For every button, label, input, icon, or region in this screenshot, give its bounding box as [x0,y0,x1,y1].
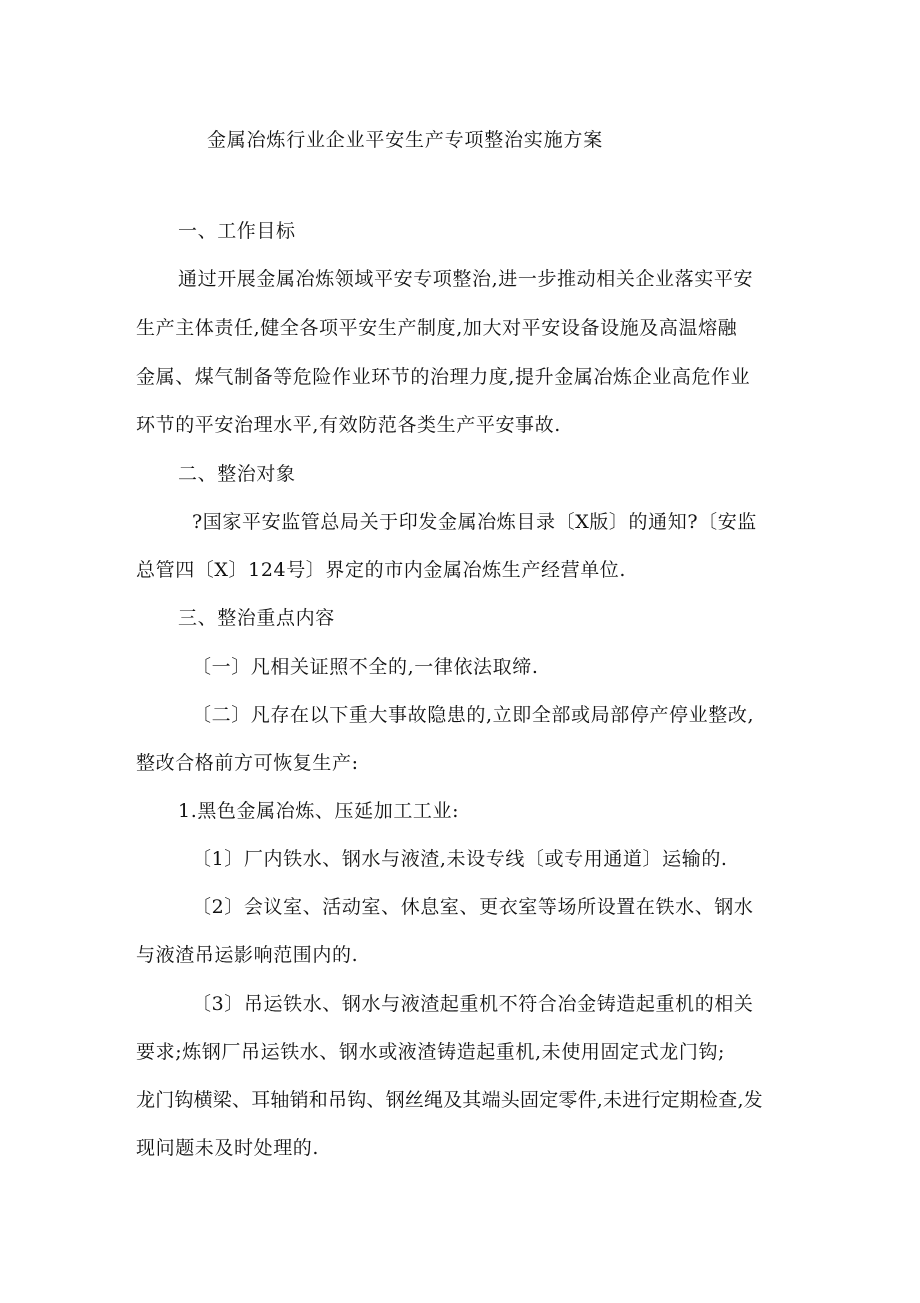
section2-line-1: ?国家平安监管总局关于印发金属冶炼目录〔X版〕的通知?〔安监 [192,511,757,533]
subsection1-item-1: 〔1〕厂内铁水、钢水与液渣,未设专线〔或专用通道〕运输的. [192,848,728,870]
subsection1-heading: 1.黑色金属冶炼、压延加工工业: [178,800,460,822]
section1-line-4: 环节的平安治理水平,有效防范各类生产平安事故. [136,414,561,436]
section2-line-2: 总管四〔X〕124号〕界定的市内金属冶炼生产经营单位. [136,559,627,581]
section2-heading: 二、整治对象 [178,463,296,485]
section1-line-3: 金属、煤气制备等危险作业环节的治理力度,提升金属冶炼企业高危作业 [136,366,751,388]
subsection1-item-2-line-2: 与液渣吊运影响范围内的. [136,944,359,966]
subsection1-item-3-line-1: 〔3〕吊运铁水、钢水与液渣起重机不符合冶金铸造起重机的相关 [192,993,754,1015]
document-title: 金属冶炼行业企业平安生产专项整治实施方案 [207,129,604,151]
subsection1-item-3-line-2: 要求;炼钢厂吊运铁水、钢水或液渣铸造起重机,未使用固定式龙门钩; [136,1041,726,1063]
section3-heading: 三、整治重点内容 [178,607,335,629]
subsection1-item-3-line-4: 现问题未及时处理的. [136,1137,320,1159]
section1-heading: 一、工作目标 [178,220,296,242]
section3-item-2-line-2: 整改合格前方可恢复生产: [136,752,359,774]
subsection1-item-2-line-1: 〔2〕会议室、活动室、休息室、更衣室等场所设置在铁水、钢水 [192,896,754,918]
subsection1-item-3-line-3: 龙门钩横梁、耳轴销和吊钩、钢丝绳及其端头固定零件,未进行定期检查,发 [136,1089,763,1111]
section1-line-2: 生产主体责任,健全各项平安生产制度,加大对平安设备设施及高温熔融 [136,317,738,339]
section1-line-1: 通过开展金属冶炼领域平安专项整治,进一步推动相关企业落实平安 [178,268,754,290]
section3-item-1: 〔一〕凡相关证照不全的,一律依法取缔. [192,656,539,678]
section3-item-2-line-1: 〔二〕凡存在以下重大事故隐患的,立即全部或局部停产停业整改, [192,704,755,726]
